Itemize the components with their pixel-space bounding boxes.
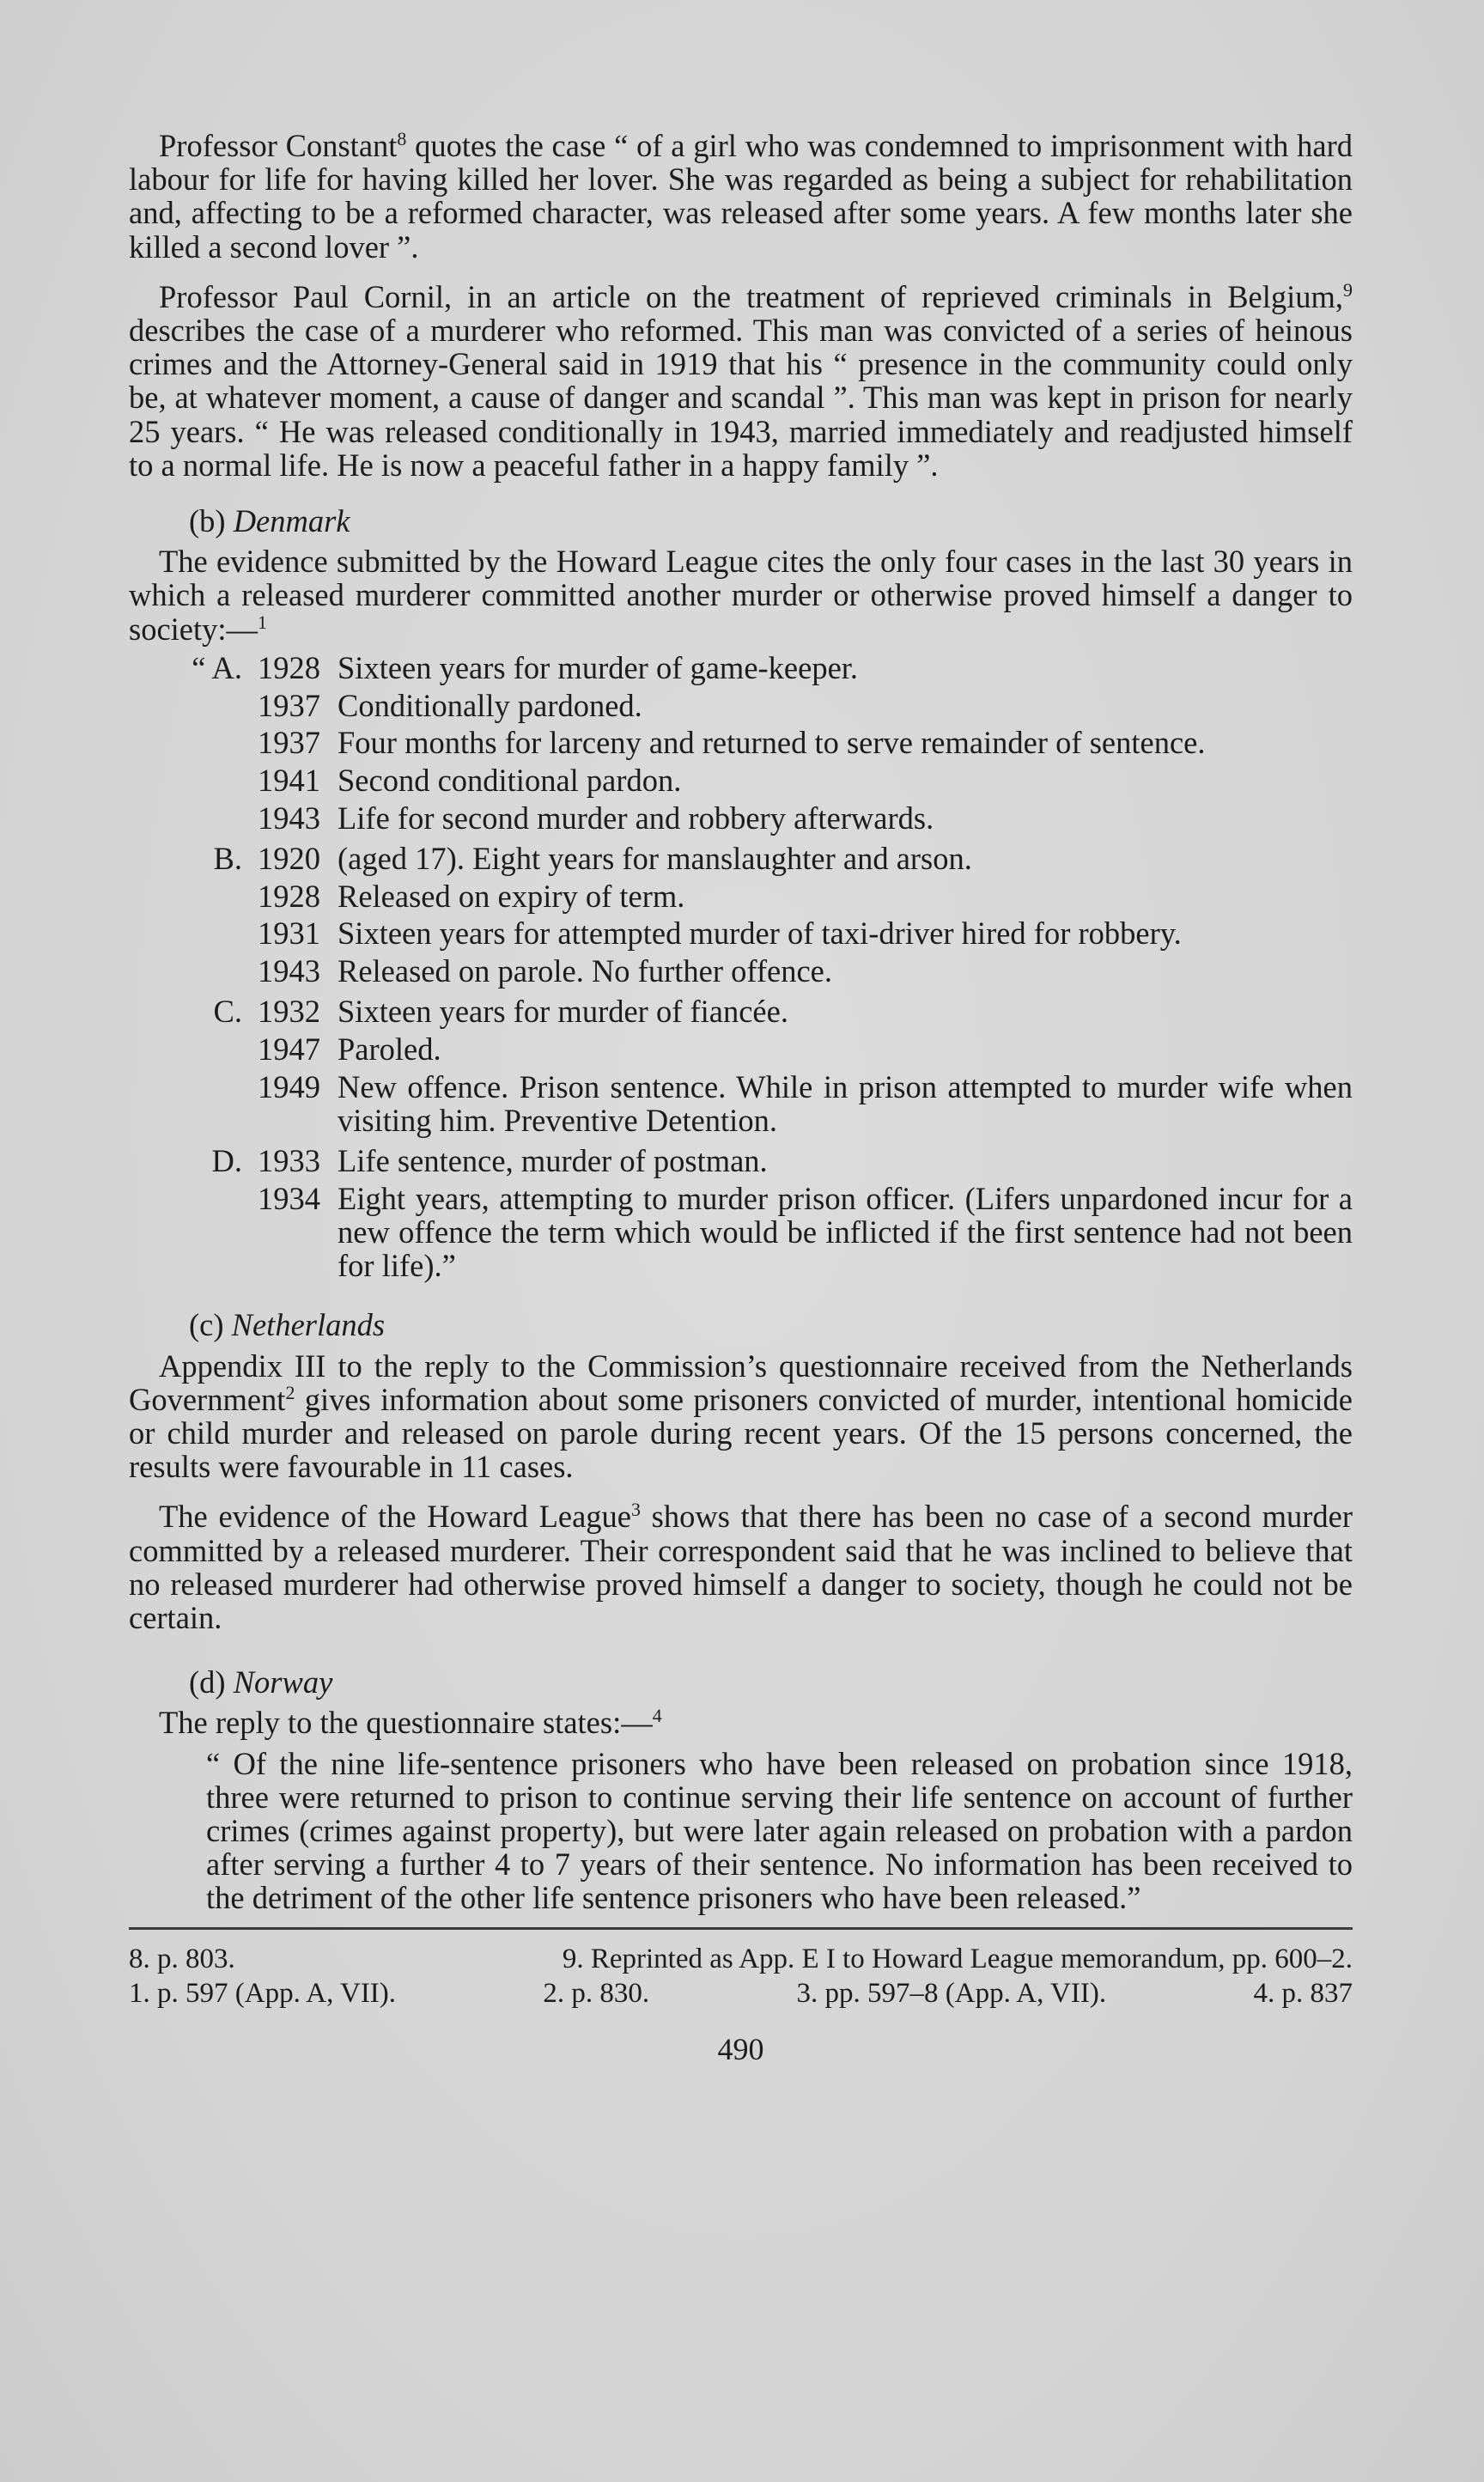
case-letter: B. — [213, 840, 242, 876]
footnote-4: 4. p. 837 — [1253, 1977, 1353, 2009]
case-entry — [129, 763, 1353, 797]
paragraph-constant: Professor Constant$^8$ quotes the case “ of a girl who was condemned to imprisonment with hard labour for life for having killed her lover. She was regarded as being a subject for rehabilitation and, affecting to be a reformed character, was released after some years. A few months later she killed a second lover ”. — [129, 127, 1353, 265]
footnote-ref-8: 8 — [397, 127, 407, 149]
paragraph-denmark-intro: The evidence submitted by the Howard League cites the only four cases in the last 30 years in which a released murderer committed another murder or otherwise proved himself a danger to society:—$^1$ — [129, 544, 1353, 647]
case-year: 1943 — [258, 952, 320, 989]
footnote-ref-3: 3 — [631, 1499, 641, 1521]
case-description: Four months for larceny and returned to serve remainder of sentence. — [338, 725, 1206, 761]
case-entry — [129, 801, 1353, 835]
paragraph-cornil: Professor Paul Cornil, in an article on the treatment of reprieved criminals in Belgium,$^9$ describes the case of a murderer who reformed. This man was convicted of a series of heinous crimes and the Attorney-General said in 1919 that his “ presence in the community could only be, at whatever moment, a cause of danger and scandal ”. This man was kept in prison for nearly 25 years. “ He was released conditionally in 1943, married immediately and readjusted himself to a normal life. He is now a peaceful father in a happy family ”. — [129, 278, 1353, 483]
case-letter: D. — [211, 1142, 242, 1178]
case-entry — [129, 879, 1353, 913]
footnote-1: 1. p. 597 (App. A, VII). — [129, 1977, 397, 2009]
footnotes — [129, 1942, 1353, 2011]
footnote-ref-1: 1 — [258, 611, 267, 633]
case-entry — [129, 689, 1353, 722]
case-entry — [129, 651, 1353, 684]
footnote-row — [129, 1942, 1353, 1976]
case-letter: “ A. — [192, 649, 242, 685]
case-entry — [129, 726, 1353, 759]
case-group — [129, 842, 1353, 988]
page-number: 490 — [717, 2031, 764, 2066]
section-heading-denmark: (b) Denmark — [189, 503, 350, 539]
case-description: New offence. Prison sentence. While in prison attempted to murder wife when visiting him. Preventive Detention. — [338, 1068, 1353, 1138]
case-description: Sixteen years for attempted murder of taxi-driver hired for robbery. — [338, 916, 1182, 952]
footnote-2: 2. p. 830. — [543, 1977, 650, 2009]
case-entry — [129, 1032, 1353, 1066]
case-entry — [129, 1144, 1353, 1177]
case-group — [129, 1144, 1353, 1282]
case-year: 1937 — [258, 725, 320, 761]
footnote-8: 8. p. 803. — [129, 1943, 235, 1974]
case-year: 1933 — [258, 1142, 320, 1178]
case-description: Eight years, attempting to murder prison officer. (Lifers unpardoned incur for a new offence the term which would be inflicted if the first sentence had not been for life).” — [338, 1180, 1353, 1284]
case-description: Sixteen years for murder of fiancée. — [338, 994, 788, 1030]
section-heading-netherlands: (c) Netherlands — [189, 1307, 386, 1343]
case-description: (aged 17). Eight years for manslaughter and arson. — [338, 840, 972, 876]
case-description: Conditionally pardoned. — [338, 687, 642, 723]
case-entry — [129, 916, 1353, 950]
footnote-row — [129, 1976, 1353, 2011]
case-year: 1947 — [258, 1031, 320, 1067]
norway-quotation: “ Of the nine life-sentence prisoners who have been released on probation since 1918, three were returned to prison to continue serving their life sentence on account of further crimes (crimes against property), but were later again released on probation with a pardon after serving a further 4 to 7 years of their sentence. No information has been received to the detriment of the other life sentence prisoners who have been released.” — [206, 1745, 1353, 1916]
case-description: Released on expiry of term. — [338, 878, 685, 914]
footnote-9: 9. Reprinted as App. E I to Howard League memorandum, pp. 600–2. — [562, 1943, 1353, 1974]
case-description: Sixteen years for murder of game-keeper. — [338, 649, 859, 685]
case-year: 1949 — [258, 1068, 320, 1104]
case-description: Life sentence, murder of postman. — [338, 1142, 768, 1178]
case-description: Life for second murder and robbery afterwards. — [338, 800, 934, 836]
case-year: 1941 — [258, 762, 320, 798]
case-group — [129, 651, 1353, 835]
footnote-ref-2: 2 — [285, 1381, 295, 1403]
case-year: 1937 — [258, 687, 320, 723]
footnote-3: 3. pp. 597–8 (App. A, VII). — [796, 1977, 1107, 2009]
paragraph-netherlands-howard: The evidence of the Howard League$^3$ shows that there has been no case of a second murder committed by a released murderer. Their correspondent said that he was inclined to believe that no released murderer had otherwise proved himself a danger to society, though he could not be certain. — [129, 1499, 1353, 1635]
footnote-ref-9: 9 — [1343, 278, 1353, 301]
case-year: 1920 — [258, 840, 320, 876]
case-entry — [129, 954, 1353, 988]
section-heading-norway: (d) Norway — [189, 1664, 333, 1700]
case-group — [129, 995, 1353, 1137]
paragraph-norway-intro: The reply to the questionnaire states:—$^4$ — [159, 1705, 662, 1741]
case-year: 1932 — [258, 994, 320, 1030]
footnote-divider — [129, 1927, 1353, 1930]
case-list — [129, 651, 1353, 1282]
case-entry — [129, 1070, 1353, 1137]
case-year: 1934 — [258, 1180, 320, 1216]
text-column — [129, 129, 1353, 2066]
case-description: Released on parole. No further offence. — [338, 952, 832, 989]
case-entry — [129, 1182, 1353, 1283]
paragraph-netherlands-appendix: Appendix III to the reply to the Commission’s questionnaire received from the Netherlands Government$^2$ gives information about some prisoners convicted of murder, intentional homicide or child murder and released on parole during recent years. Of the 15 persons concerned, the results were favourable in 11 cases. — [129, 1347, 1353, 1485]
case-letter: C. — [213, 994, 242, 1030]
case-entry — [129, 995, 1353, 1028]
footnote-ref-4: 4 — [652, 1705, 662, 1727]
case-year: 1943 — [258, 800, 320, 836]
case-year: 1928 — [258, 649, 320, 685]
case-year: 1928 — [258, 878, 320, 914]
case-description: Second conditional pardon. — [338, 762, 682, 798]
case-description: Paroled. — [338, 1031, 441, 1067]
case-year: 1931 — [258, 916, 320, 952]
case-entry — [129, 842, 1353, 875]
